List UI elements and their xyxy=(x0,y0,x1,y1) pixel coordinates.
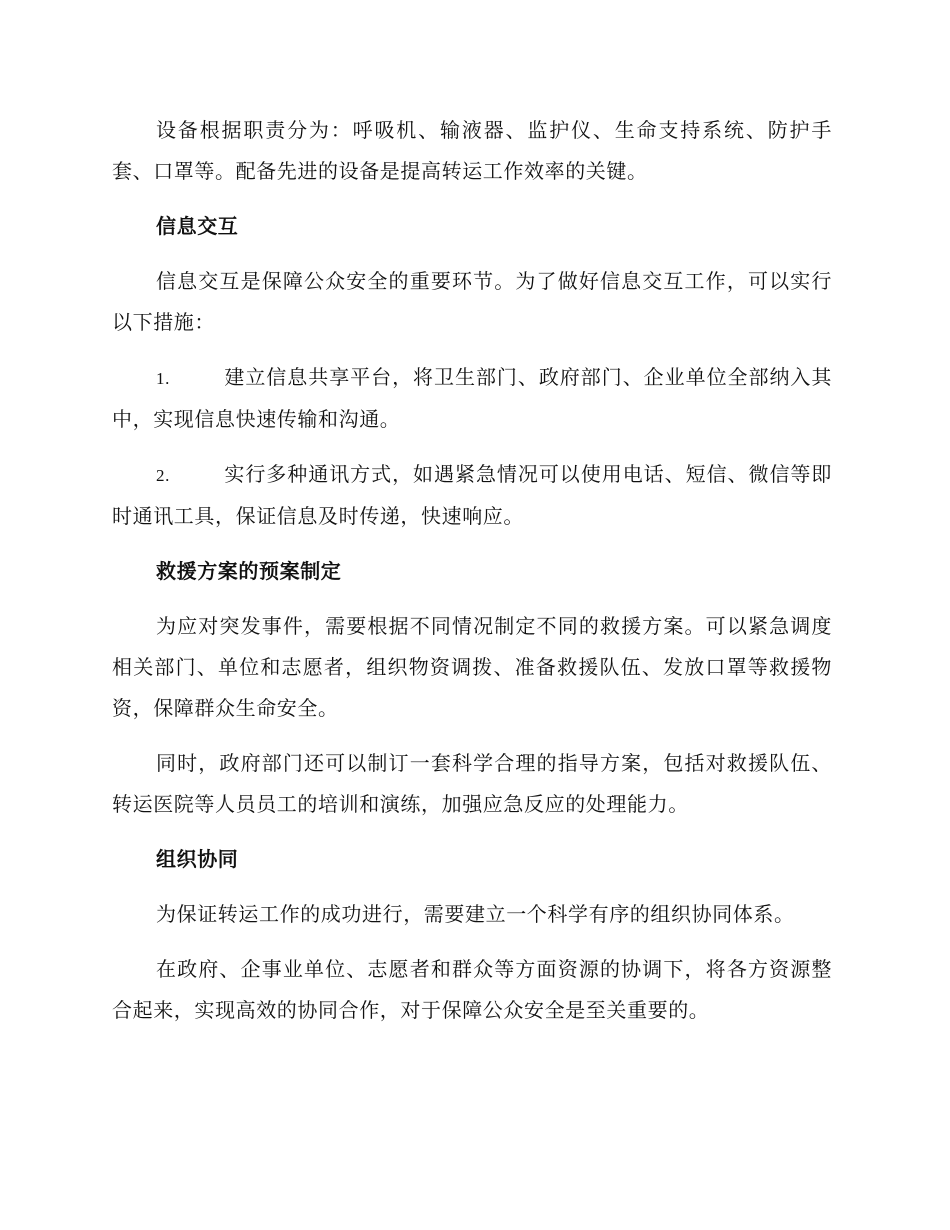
heading-rescue-plan: 救援方案的预案制定 xyxy=(156,559,342,583)
heading-coordination: 组织协同 xyxy=(156,847,239,871)
paragraph-coordination-system: 为保证转运工作的成功进行，需要建立一个科学有序的组织协同体系。 xyxy=(156,902,795,926)
paragraph-resource-integration: 在政府、企事业单位、志愿者和群众等方面资源的协调下，将各方资源整合起来，实现高效的协同合作，对于保障公众安全是至关重要的。 xyxy=(112,957,832,1022)
paragraph-equipment: 设备根据职责分为：呼吸机、输液器、监护仪、生命支持系统、防护手套、口罩等。配备先进的设备是提高转运工作效率的关键。 xyxy=(112,118,832,183)
list-text: 实行多种通讯方式，如遇紧急情况可以使用电话、短信、微信等即时通讯工具，保证信息及时传递，快速响应。 xyxy=(112,462,832,528)
heading-info-exchange: 信息交互 xyxy=(156,214,239,238)
list-text: 建立信息共享平台，将卫生部门、政府部门、企业单位全部纳入其中，实现信息快速传输和沟通。 xyxy=(112,365,832,431)
paragraph-guidance: 同时，政府部门还可以制订一套科学合理的指导方案，包括对救援队伍、转运医院等人员员工的培训和演练，加强应急反应的处理能力。 xyxy=(112,751,832,816)
paragraph-rescue-plan: 为应对突发事件，需要根据不同情况制定不同的救援方案。可以紧急调度相关部门、单位和志愿者，组织物资调拨、准备救援队伍、发放口罩等救援物资，保障群众生命安全。 xyxy=(112,614,832,720)
list-number: 2. xyxy=(156,466,170,485)
paragraph-info-exchange: 信息交互是保障公众安全的重要环节。为了做好信息交互工作，可以实行以下措施： xyxy=(112,269,832,334)
list-item xyxy=(112,357,832,440)
list-item xyxy=(112,454,832,537)
list-number: 1. xyxy=(156,369,170,388)
